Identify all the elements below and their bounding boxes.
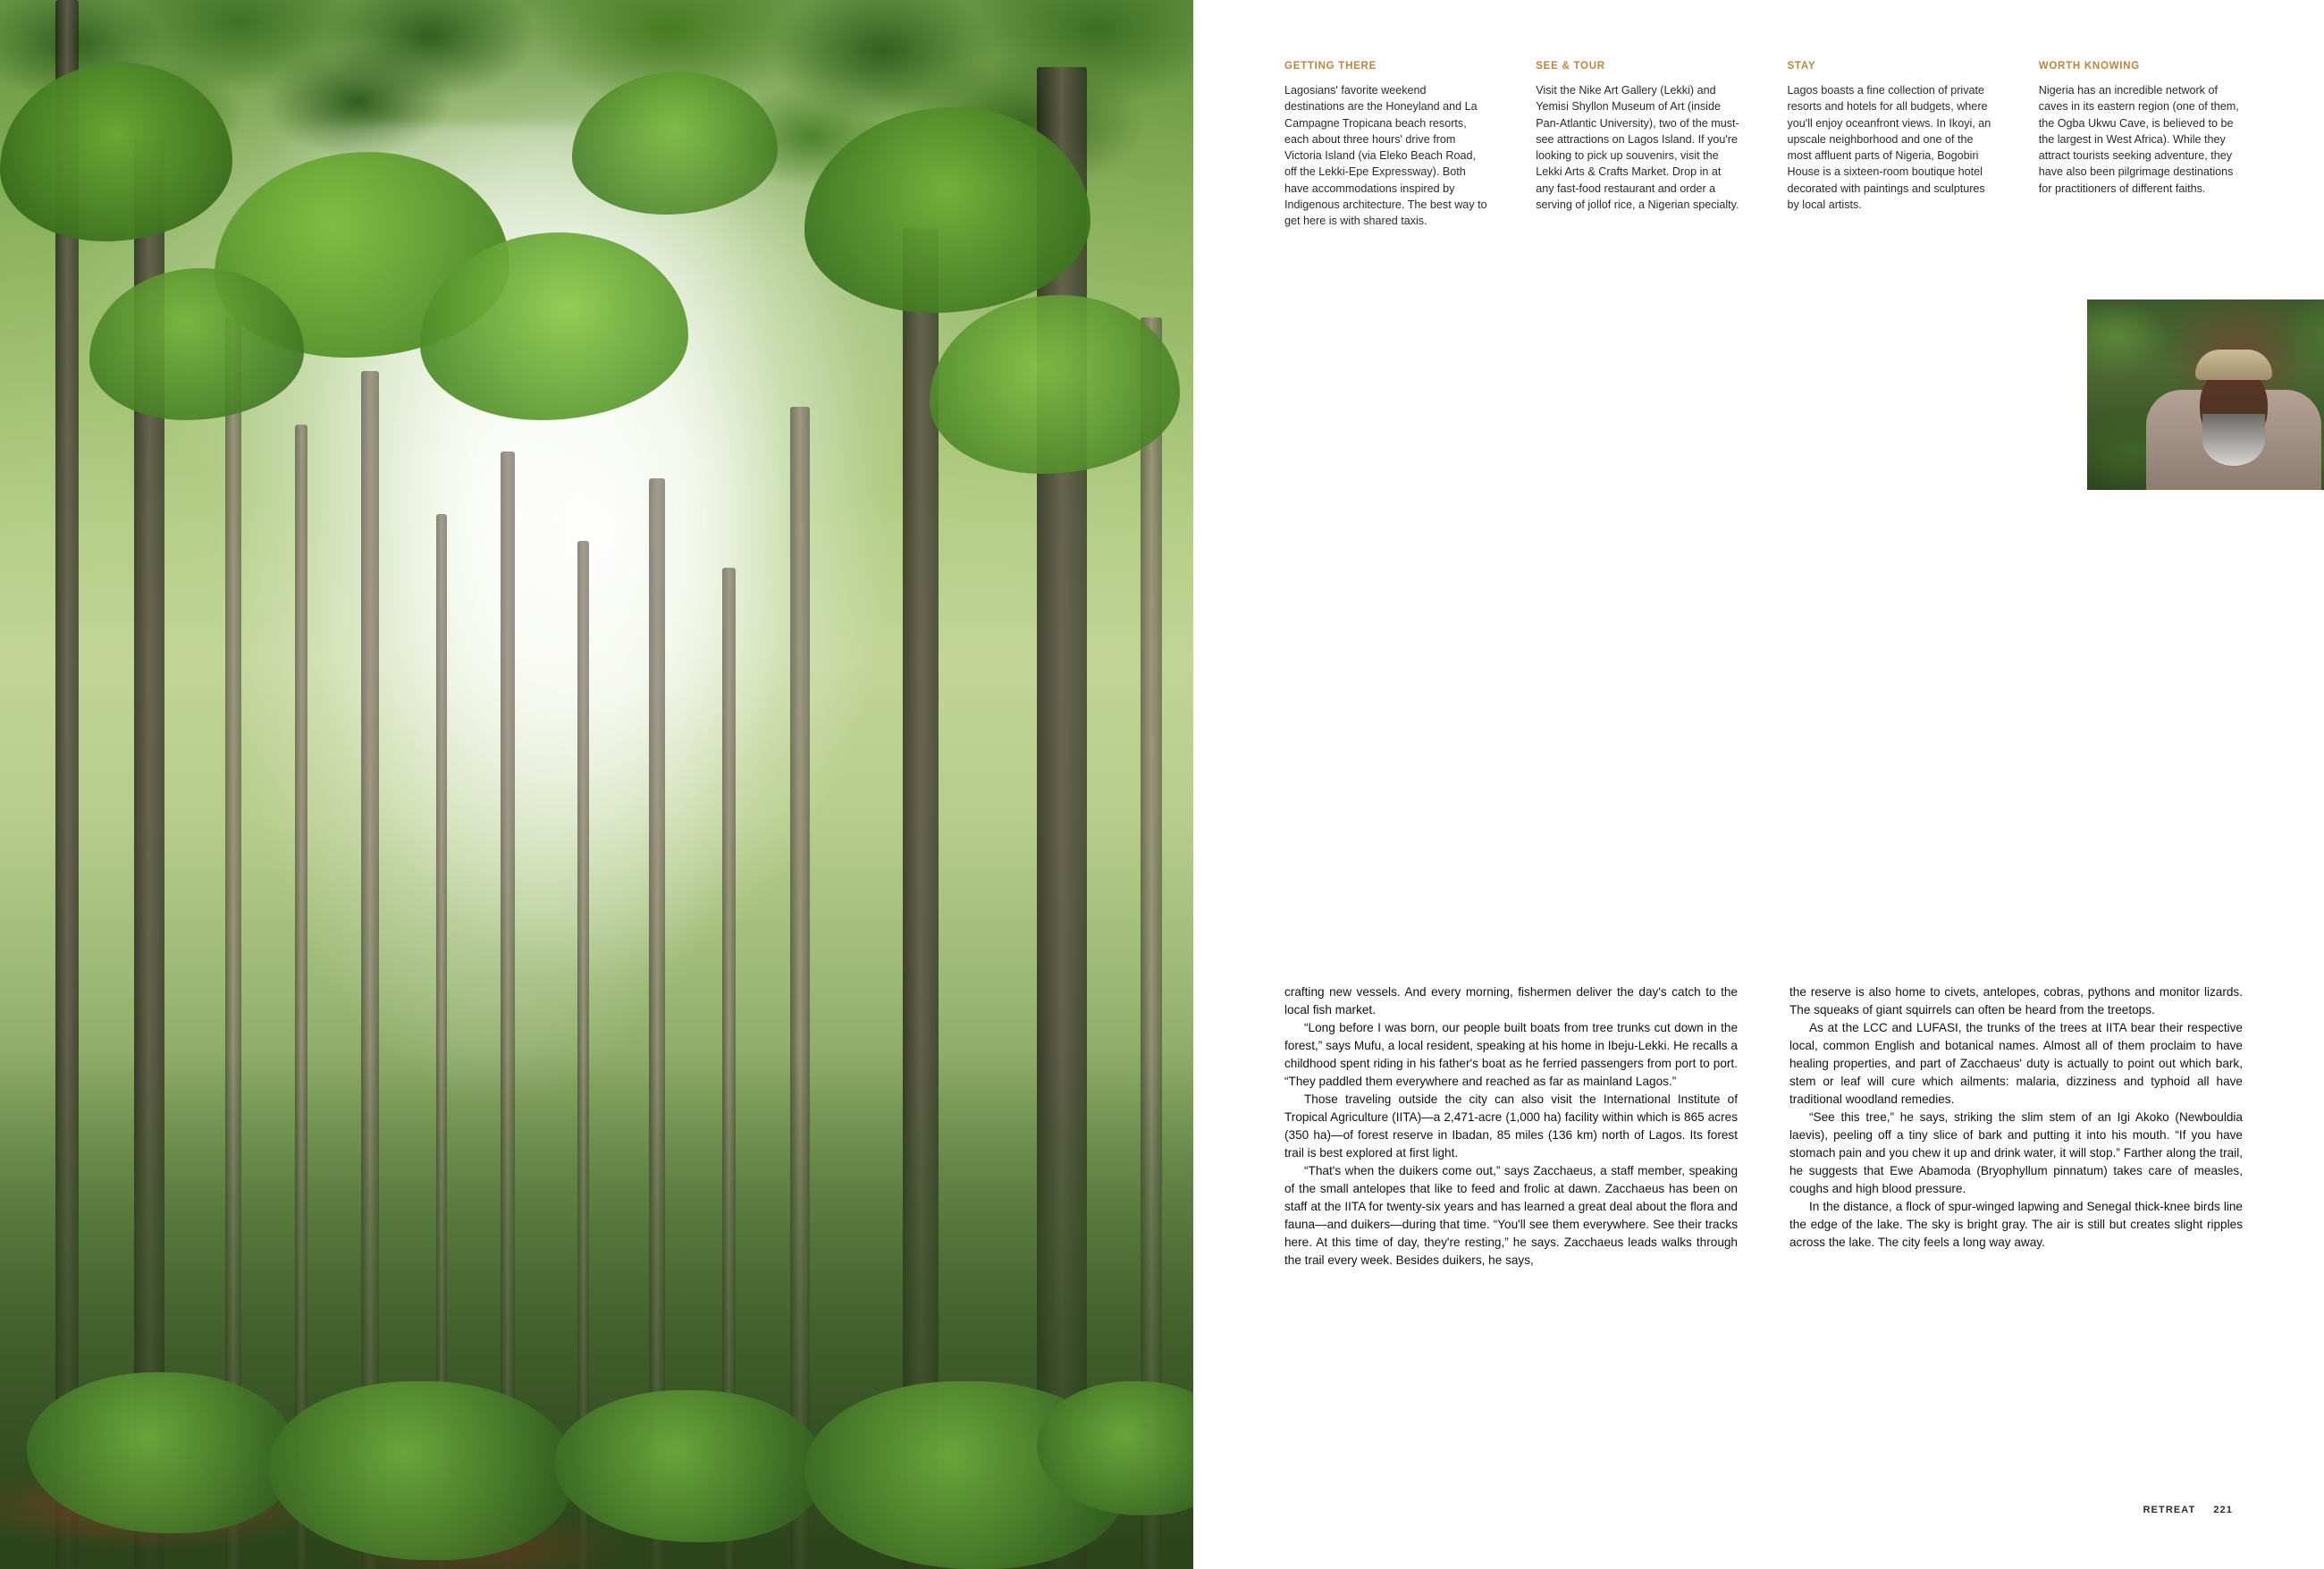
body-column-right xyxy=(1789,983,2243,1270)
right-page xyxy=(1193,0,2324,1569)
info-box-body: Lagos boasts a fine collection of private resorts and hotels for all budgets, where you'll enjoy oceanfront views. In Ikoyi, an upscale neighborhood and one of the most affluent parts of Nigeria, Bogobiri House is a sixteen-room boutique hotel decorated with paintings and sculptures by local artists. xyxy=(1787,84,1991,211)
body-column-left xyxy=(1284,983,1738,1270)
body-paragraph: “See this tree,” he says, striking the slim stem of an Igi Akoko (Newbouldia laevis), peeling off a tiny slice of bark and putting it into his mouth. “If you have stomach pain and you chew it up and drink water, it will stop.” Farther along the trail, he suggests that Ewe Abamoda (Bryophyllum pinnatum) takes care of measles, coughs and high blood pressure. xyxy=(1789,1109,2243,1195)
info-box-worth-knowing xyxy=(2039,61,2243,229)
folio xyxy=(2143,1505,2233,1515)
man-beard xyxy=(2202,414,2265,466)
info-box-body: Nigeria has an incredible network of caves in its eastern region (one of them, the Ogba Ukwu Cave, is believed to be the largest in West Africa). While they attract tourists seeking adventure, they have also been pilgrimage destinations for practitioners of different faiths. xyxy=(2038,84,2239,195)
info-box-heading: WORTH KNOWING xyxy=(2038,61,2140,72)
info-box-getting-there xyxy=(1284,61,1488,229)
info-box-body: Visit the Nike Art Gallery (Lekki) and Yemisi Shyllon Museum of Art (inside Pan-Atlantic University), two of the must-see attractions on Lagos Island. If you're looking to pick up souvenirs, visit the Lekki Arts & Crafts Market. Drop in at any fast-food restaurant and order a serving of jollof rice, a Nigerian specialty. xyxy=(1536,84,1739,211)
info-box-heading: STAY xyxy=(1787,61,1816,72)
portrait-of-man-in-cap-photo xyxy=(2087,299,2324,490)
info-box-heading: SEE & TOUR xyxy=(1536,61,1605,72)
info-box-see-and-tour xyxy=(1536,61,1739,229)
body-paragraph: Those traveling outside the city can also visit the International Institute of Tropical Agriculture (IITA)—a 2,471-acre (1,000 ha) facility within which is 865 acres (350 ha)—of forest reserve in Ibadan, 85 miles (136 km) north of Lagos. Its forest trail is best explored at first light. xyxy=(1284,1092,1738,1160)
body-paragraph: the reserve is also home to civets, antelopes, cobras, pythons and monitor lizards. The squeaks of giant squirrels can often be heard from the treetops. xyxy=(1789,985,2243,1016)
body-paragraph: “That's when the duikers come out,” says Zacchaeus, a staff member, speaking of the small antelopes that like to feed and frolic at dawn. Zacchaeus has been on staff at the IITA for twenty-six years and has learned a great deal about the flora and fauna—and duikers—during that time. “You'll see them everywhere. See their tracks here. At this time of day, they're resting,” he says. Zacchaeus leads walks through the trail every week. Besides duikers, he says, xyxy=(1284,1163,1738,1267)
info-box-stay xyxy=(1788,61,1991,229)
info-box-body: Lagosians' favorite weekend destinations are the Honeyland and La Campagne Tropicana beach resorts, each about three hours' drive from Victoria Island (via Eleko Beach Road, off the Lekki-Epe Expressway). Both have accommodations inspired by Indigenous architecture. The best way to get here is with shared taxis. xyxy=(1284,84,1487,227)
article-body xyxy=(1284,983,2243,1270)
body-paragraph: As at the LCC and LUFASI, the trunks of the trees at IITA bear their respective local, common English and botanical names. Almost all of them proclaim to have healing properties, and part of Zacchaeus' duty is actually to point out which bark, stem or leaf will cure which ailments: malaria, dizziness and typhoid all have traditional woodland remedies. xyxy=(1789,1020,2243,1106)
info-box-heading: GETTING THERE xyxy=(1284,61,1377,72)
body-paragraph: crafting new vessels. And every morning, fishermen deliver the day's catch to the local fish market. xyxy=(1284,985,1738,1016)
body-paragraph: In the distance, a flock of spur-winged lapwing and Senegal thick-knee birds line the edge of the lake. The sky is bright gray. The air is still but creates slight ripples across the lake. The city feels a long way away. xyxy=(1789,1199,2243,1249)
body-paragraph: “Long before I was born, our people built boats from tree trunks cut down in the forest,” says Mufu, a local resident, speaking at his home in Ibeju-Lekki. He recalls a childhood spent riding in his father's boat as he ferried passengers from port to port. “They paddled them everywhere and reached as far as mainland Lagos.” xyxy=(1284,1020,1738,1088)
info-boxes-row xyxy=(1284,61,2243,229)
man-cap xyxy=(2195,350,2272,380)
folio-section: RETREAT xyxy=(2143,1505,2196,1515)
folio-page-number: 221 xyxy=(2213,1505,2233,1515)
